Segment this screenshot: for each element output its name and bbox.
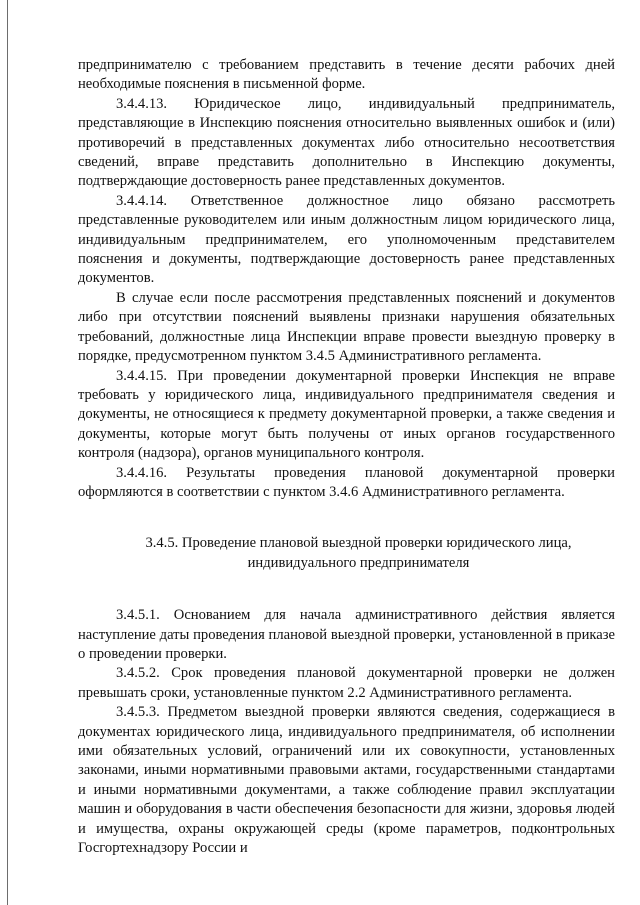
- paragraph-3-4-5-2: 3.4.5.2. Срок проведения плановой документарной проверки не должен превышать сроки, установленные пунктом 2.2 Административного регламента.: [78, 665, 615, 701]
- section-heading-line-1: 3.4.5. Проведение плановой выездной проверки юридического лица,: [145, 535, 572, 552]
- paragraph-3-4-4-13: 3.4.4.13. Юридическое лицо, индивидуальный предприниматель, представляющие в Инспекцию пояснения относительно выявленных ошибок и (или) противоречий в представленных документах либо относительно несоответствия сведений, вправе представить дополнительно в Инспекцию документы, подтверждающие достоверность ранее представленных документов.: [78, 95, 615, 190]
- paragraph-3-4-4-15: 3.4.4.15. При проведении документарной проверки Инспекция не вправе требовать у юридического лица, индивидуального предпринимателя сведения и документы, не относящиеся к предмету документарной проверки, а также сведения и документы, которые могут быть получены от иных органов государственного контроля (надзора), органов муниципального контроля.: [78, 367, 615, 462]
- paragraph-3-4-4-14: 3.4.4.14. Ответственное должностное лицо обязано рассмотреть представленные руководителем или иным должностным лицом юридического лица, индивидуальным предпринимателем, его уполномоченным представителем пояснения и документы, подтверждающие достоверность ранее представленных документов.: [78, 192, 615, 287]
- paragraph-continuation: предпринимателю с требованием представить в течение десяти рабочих дней необходимые пояснения в письменной форме.: [78, 57, 615, 93]
- paragraph-3-4-5-1: 3.4.5.1. Основанием для начала административного действия является наступление даты проведения плановой выездной проверки, установленной в приказе о проведении проверки.: [78, 607, 615, 662]
- paragraph-violation-case: В случае если после рассмотрения представленных пояснений и документов либо при отсутствии пояснений выявлены признаки нарушения обязательных требований, должностные лица Инспекции вправе провести выездную проверку в порядке, предусмотренном пунктом 3.4.5 Административного регламента.: [78, 289, 615, 365]
- scan-edge-line: [7, 0, 8, 905]
- paragraph-3-4-5-3: 3.4.5.3. Предметом выездной проверки являются сведения, содержащиеся в документах юридического лица, индивидуального предпринимателя, об исполнении ими обязательных условий, ограничений или их совокупности, установленных законами, иными нормативными правовыми актами, государственными стандартами и иными нормативными документами, а также соблюдение правил эксплуатации машин и оборудования в части обеспечения безопасности для жизни, здоровья людей и имущества, охраны окружающей среды (кроме параметров, подконтрольных Госгортехнадзору России и: [78, 704, 615, 857]
- section-heading-line-2: индивидуального предпринимателя: [247, 554, 470, 571]
- section-heading-3-4-5: [78, 534, 615, 573]
- paragraph-3-4-4-16: 3.4.4.16. Результаты проведения плановой документарной проверки оформляются в соответствии с пунктом 3.4.6 Административного регламента.: [78, 464, 615, 500]
- document-body: [78, 56, 615, 858]
